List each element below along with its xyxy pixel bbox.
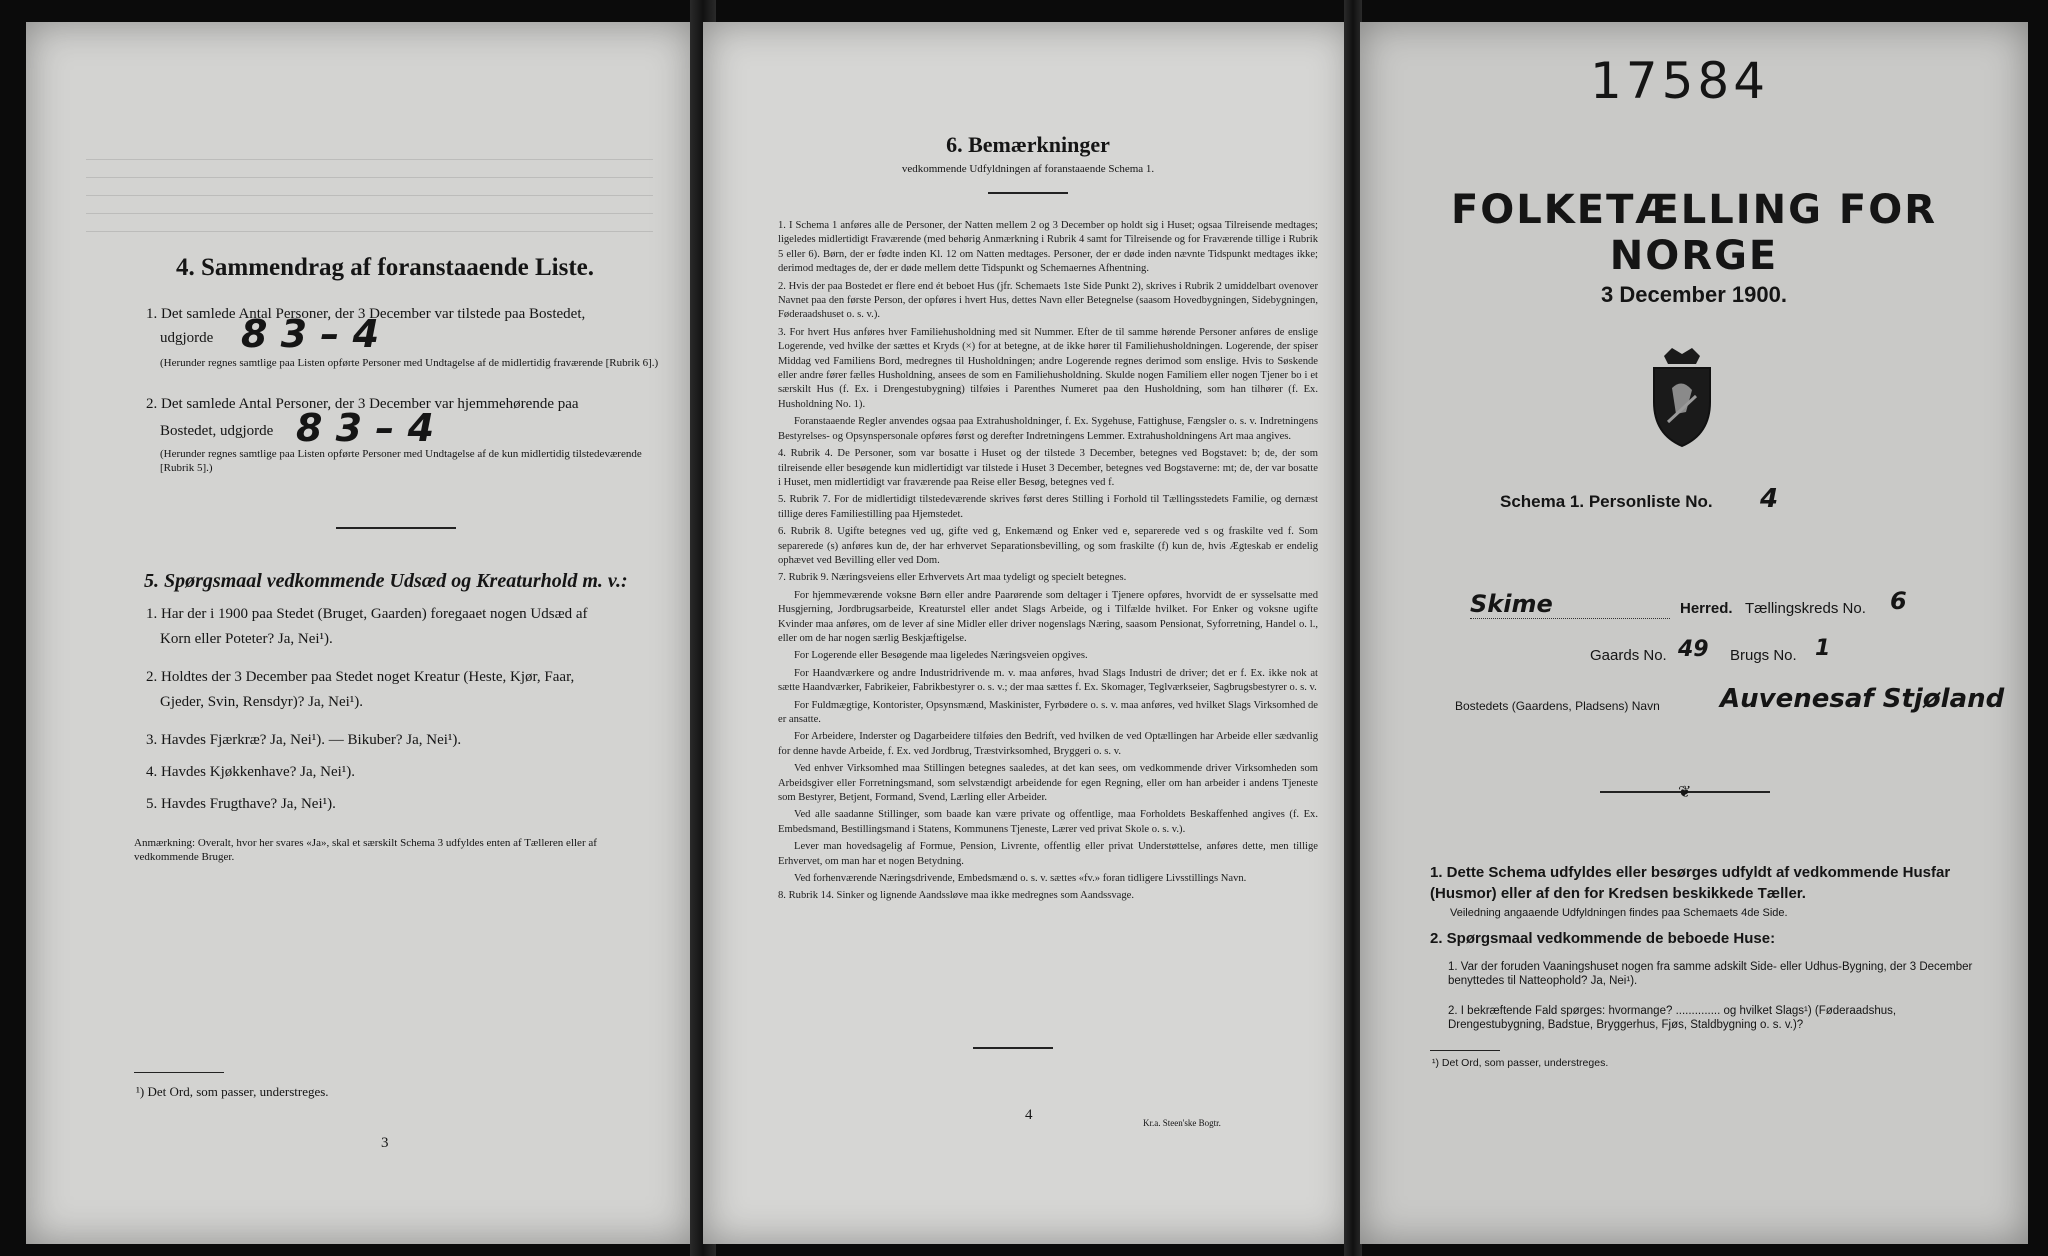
schema-label: Schema 1. Personliste No. (1500, 492, 1713, 511)
bosted-label: Bostedets (Gaardens, Pladsens) Navn (1455, 699, 1660, 713)
gaards-value: 49 (1678, 637, 1709, 662)
instruction-1-note: Veiledning angaaende Udfyldningen findes paa Schemaets 4de Side. (1450, 907, 1788, 919)
remark-item: 2. Hvis der paa Bostedet er flere end ét beboet Hus (jfr. Schemaets 1ste Side Punkt 2), skrives i Rubrik 2 umiddelbart ovenover Navnet paa den første Person, der opføres i hvert Hus, dettes Navn eller Betegnelse (saasom Hovedbygningen, Sidebygningen, Føderaadshuset o. s. v.). (778, 280, 1318, 321)
q2-note: (Herunder regnes samtlige paa Listen opførte Personer med Undtagelse af de kun midlertidig tilstedeværende [Rubrik 5].) (160, 448, 642, 474)
s5-q2a: 2. Holdtes der 3 December paa Stedet noget Kreatur (Heste, Kjør, Faar, (146, 669, 575, 685)
kreds-value: 6 (1890, 587, 1907, 615)
section5-title: 5. Spørgsmaal vedkommende Udsæd og Kreaturhold m. v.: (144, 570, 628, 592)
remark-item: Ved enhver Virksomhed maa Stillingen betegnes saaledes, at det kan sees, om vedkommende driver Virksomheden som Arbeidsgiver eller Forretningsmand, som selvstændigt arbeidende for egen Regning, eller om han arbeider i andens Tjeneste som Bestyrer, Betjent, Formand, Svend, Lærling eller Arbeider. (778, 763, 1318, 804)
q1-handwritten-value: 8 3 – 4 (241, 312, 380, 356)
s5-q1a: 1. Har der i 1900 paa Stedet (Bruget, Gaarden) foregaaet nogen Udsæd af (146, 606, 588, 622)
page-3 (26, 22, 693, 1244)
remark-item: 6. Rubrik 8. Ugifte betegnes ved ug, gifte ved g, Enkemænd og Enker ved e, separerede ved s og fraskilte ved f. Som separerede (s) anføres kun de, der har erhvervet Separationsbevilling, og som fraskilte (f) kun de, hvis Ægteskab er endelig ophævet ved Bevilling eller ved Dom. (778, 526, 1318, 566)
remark-item: For Logerende eller Besøgende maa ligeledes Næringsveien opgives. (794, 650, 1088, 662)
section4-title: 4. Sammendrag af foranstaaende Liste. (176, 254, 595, 281)
anmaerkning-note: Anmærkning: Overalt, hvor her svares «Ja», skal et særskilt Schema 3 udfyldes enten af Tælleren eller af vedkommende Bruger. (134, 837, 597, 863)
page-number: 4 (1025, 1107, 1033, 1123)
instruction-2: 2. Spørgsmaal vedkommende de beboede Huse: (1430, 930, 1776, 947)
footnote: ¹) Det Ord, som passer, understreges. (1432, 1057, 1609, 1069)
census-date: 3 December 1900. (1601, 282, 1787, 307)
q1-lead: udgjorde (160, 330, 214, 346)
remark-item: 8. Rubrik 14. Sinker og lignende Aandssløve maa ikke medregnes som Aandssvage. (778, 890, 1135, 902)
ornament-icon: ❦ (1678, 784, 1692, 801)
personliste-number: 4 (1760, 484, 1779, 514)
footnote-rule (134, 1072, 224, 1073)
section6-title: 6. Bemærkninger (946, 132, 1110, 157)
instruction-2-1: 1. Var der foruden Vaaningshuset nogen fra samme adskilt Side- eller Udhus-Bygning, der 3 December benyttedes til Natteophold? Ja, Nei¹). (1448, 961, 1973, 988)
remark-item: Lever man hovedsagelig af Formue, Pension, Livrente, offentlig eller privat Understøttelse, anføres dette, men tillige Erhvervet, om man har et nogen Betydning. (778, 841, 1318, 867)
remark-item: Foranstaaende Regler anvendes ogsaa paa Extrahusholdninger, f. Ex. Sygehuse, Fattighuse, Fængsler o. s. v. Indretningens Bestyrelses- og Opsynspersonale opføres først og derefter Indretningens Lemmer. Extrahusholdningens Art maa angives. (778, 416, 1318, 442)
page-number: 3 (381, 1135, 389, 1151)
remarks-body (778, 219, 1318, 907)
s5-q3: 3. Havdes Fjærkræ? Ja, Nei¹). — Bikuber? Ja, Nei¹). (146, 732, 462, 748)
printer-imprint: Kr.a. Steen'ske Bogtr. (1143, 1118, 1221, 1128)
s5-q2b: Gjeder, Svin, Rensdyr)? Ja, Nei¹). (160, 694, 364, 710)
remark-item: For Arbeidere, Inderster og Dagarbeidere tilføies den Bedrift, ved hvilken de ved Optællingen har Arbeide eller sædvanlig for denne havde Arbeide, f. Ex. ved Jordbrug, Træstvirksomhed, Bryggeri o. s. v. (778, 731, 1318, 757)
handwritten-archive-number: 17584 (1590, 52, 1770, 110)
remark-item: For Fuldmægtige, Kontorister, Opsynsmænd, Maskinister, Fyrbødere o. s. v. maa anføres, ved hvilket Slags Virksomhed de er ansatte. (778, 699, 1318, 725)
footnote-rule (1430, 1050, 1500, 1051)
remark-item: 7. Rubrik 9. Næringsveiens eller Erhvervets Art maa tydeligt og specielt betegnes. (778, 572, 1127, 584)
remark-item: For Haandværkere og andre Industridrivende m. v. maa anføres, hvad Slags Industri de driver; det er f. Ex. ikke nok at sætte Haandværker, Fabrikeier, Fabrikbestyrer o. s. v.; der maa sættes f. Ex. Skomager, Teglværkseier, Sagbrugsbestyrer o. s. v. (778, 667, 1318, 694)
herred-label: Herred. (1680, 600, 1733, 617)
page-4 (703, 22, 1353, 1244)
title-page (1360, 22, 2028, 1244)
q1-note: (Herunder regnes samtlige paa Listen opførte Personer med Undtagelse af de midlertidig fraværende [Rubrik 6].) (160, 357, 659, 369)
remark-item: Ved forhenværende Næringsdrivende, Embedsmænd o. s. v. sættes «fv.» foran tidligere Livsstillings Navn. (794, 873, 1247, 885)
remark-item: Ved alle saadanne Stillinger, som baade kan være private og offentlige, maa Forholdets Beskaffenhed angives (f. Ex. Embedsmand, Bestillingsmand i Statens, Kommunens Tjeneste, Lærer ved privat Skole o. s. v.). (778, 809, 1318, 835)
kreds-label: Tællingskreds No. (1745, 600, 1866, 617)
main-title: FOLKETÆLLING FOR NORGE (1450, 187, 1938, 279)
remark-item: 3. For hvert Hus anføres hver Familiehusholdning med sit Nummer. Efter de til samme hørende Personer anføres de enslige Logerende, ved hvilke der sættes et Kryds (×) for at betegne, at de ikke hører til Familiehusholdningen. Logerende, der spiser Middag ved Familiens Bord, medregnes til Husholdningen; andre Logerende regnes derimod som enslige. Hvis to Søskende eller andre fører fælles Husholdning, ansees de som en Familiehusholdning. Skulde nogen Familiem eller nogen Tjener bo i et særskilt Hus (f. Ex. i Drengestubygning) tilføies i Parenthes Numeret paa den Husholdning, som han tilhører (f. Ex. Husholdning No. 1). (778, 326, 1318, 410)
instruction-2-2: 2. I bekræftende Fald spørges: hvormange? .............. og hvilket Slags¹) (Føderaadshus, Drengestubygning, Badstue, Bryggerhus, Fjøs, Staldbygning o. s. v.)? (1448, 1005, 1897, 1032)
q2-lead: Bostedet, udgjorde (160, 423, 274, 439)
brugs-value: 1 (1815, 636, 1831, 661)
remark-item: 5. Rubrik 7. For de midlertidigt tilstedeværende skrives først deres Stilling i Forhold til Tællingsstedets Familie, og dernæst tillige deres Familiestilling paa Hjemstedet. (778, 494, 1318, 520)
bleed-through-lines (86, 142, 653, 232)
footnote: ¹) Det Ord, som passer, understreges. (136, 1084, 329, 1099)
q1-text: 1. Det samlede Antal Personer, der 3 December var tilstede paa Bostedet, (146, 306, 586, 322)
remark-item: 4. Rubrik 4. De Personer, som var bosatte i Huset og der tilstede 3 December, betegnes ved Bogstavet: b; de, der som tilreisende eller besøgende kun midlertidigt var tilstede i Huset 3 December, betegnes ved Bogstaverne: mt; de, der var bosatte i Huset, men midlertidigt var fraværende paa Reise eller Besøg, betegnes ved f. (778, 448, 1318, 488)
q2-handwritten-value: 8 3 – 4 (296, 406, 435, 450)
title-rule (988, 192, 1068, 194)
s5-q4: 4. Havdes Kjøkkenhave? Ja, Nei¹). (146, 764, 356, 780)
instruction-1: 1. Dette Schema udfyldes eller besørges udfyldt af vedkommende Husfar (Husmor) eller af den for Kredsen beskikkede Tæller. (1430, 864, 1951, 902)
s5-q1b: Korn eller Poteter? Ja, Nei¹). (160, 631, 333, 647)
coat-of-arms-icon (1642, 342, 1722, 452)
s5-q5: 5. Havdes Frugthave? Ja, Nei¹). (146, 796, 336, 812)
divider (336, 527, 456, 529)
end-rule (973, 1047, 1053, 1049)
q2-text: 2. Det samlede Antal Personer, der 3 December var hjemmehørende paa (146, 396, 579, 412)
bosted-value: Auvenesaf Stjøland (1720, 684, 2005, 714)
herred-value: Skime (1470, 590, 1670, 619)
gaards-label: Gaards No. (1590, 647, 1667, 664)
remark-item: 1. I Schema 1 anføres alle de Personer, der Natten mellem 2 og 3 December op holdt sig i Huset; ogsaa Tilreisende medtages; ligeledes midlertidigt Fraværende (med behørig Anmærkning i Rubrik 4 samt for Tilreisende og for Fraværende tillige i Rubrik 5 eller 6). Børn, der er fødte inden Kl. 12 om Natten medtages. Personer, der er døde inden nævnte Tidspunkt medtages ikke; derimod medtages de, der er døde mellem dette Tidspunkt og Schemaernes Afhentning. (778, 220, 1318, 275)
remark-item: For hjemmeværende voksne Børn eller andre Paarørende som deltager i Tjenere opføres, hvorvidt de er sysselsatte med Husgjerning, Jordbrugsarbeide, Kreaturstel eller andet Slags Arbeide, og i Tilfælde hvilket. For Enker og voksne ugifte Kvinder maa anføres, om de lever af sine Midler eller driver nogenslags Næring, saasom Pensionat, Syforretning, Handel o. l., eller om de har nogen særlig Beskjæftigelse. (778, 589, 1318, 644)
section6-subtitle: vedkommende Udfyldningen af foranstaaende Schema 1. (901, 163, 1155, 175)
brugs-label: Brugs No. (1730, 647, 1797, 664)
